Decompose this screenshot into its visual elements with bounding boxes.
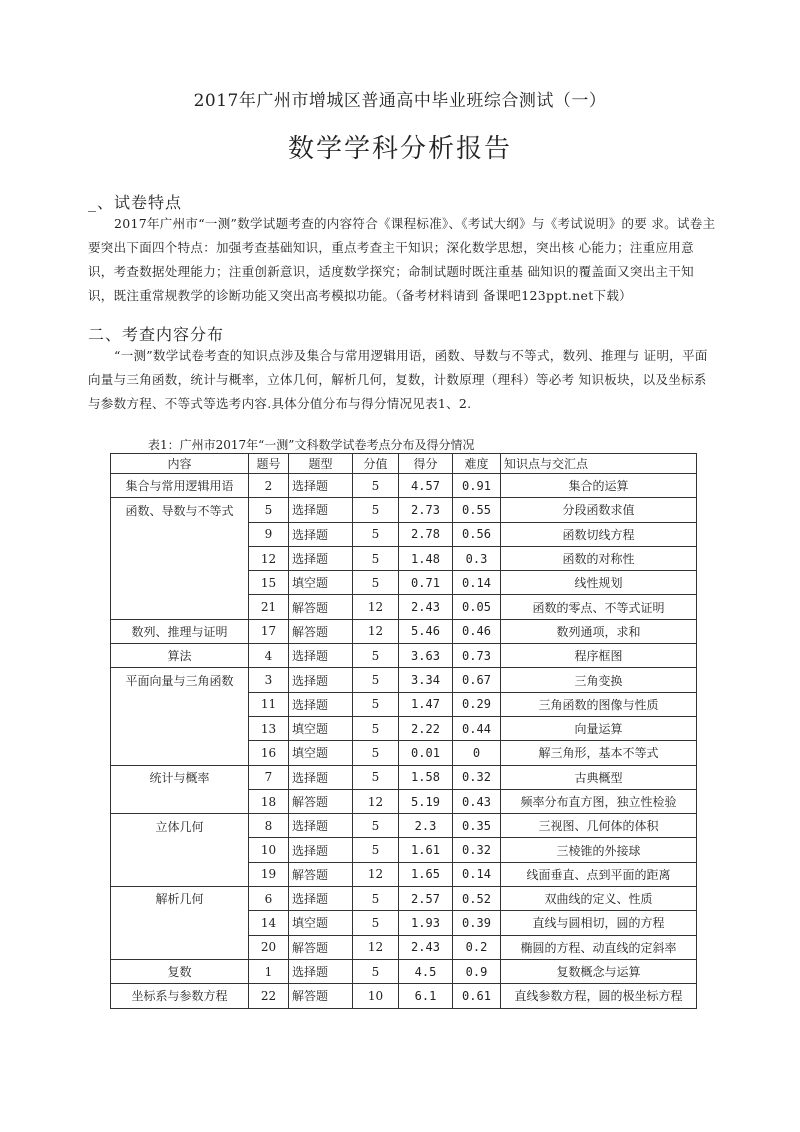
cell-content: 集合与常用逻辑用语 [111,474,249,498]
cell-points: 5 [353,498,399,522]
cell-knowledge: 直线参数方程，圆的极坐标方程 [501,984,697,1008]
header-knowledge: 知识点与交汇点 [501,454,697,474]
cell-score: 2.43 [399,595,453,619]
section-heading-features: _、试卷特点 [88,193,183,212]
cell-content [111,571,249,595]
cell-knowledge: 解三角形，基本不等式 [501,741,697,765]
cell-score: 2.73 [399,498,453,522]
cell-content: 复数 [111,959,249,983]
cell-number: 2 [249,474,289,498]
cell-difficulty: 0.39 [453,911,501,935]
cell-difficulty: 0.05 [453,595,501,619]
cell-number: 1 [249,959,289,983]
cell-type: 填空题 [289,571,353,595]
cell-difficulty: 0.61 [453,984,501,1008]
cell-content [111,935,249,959]
cell-content: 算法 [111,644,249,668]
cell-content [111,838,249,862]
cell-number: 11 [249,692,289,716]
cell-knowledge: 分段函数求值 [501,498,697,522]
table-row [111,959,697,983]
cell-knowledge: 三角变换 [501,668,697,692]
cell-content [111,741,249,765]
cell-content [111,789,249,813]
cell-knowledge: 频率分布直方图，独立性检验 [501,789,697,813]
cell-points: 5 [353,838,399,862]
cell-type: 解答题 [289,935,353,959]
cell-points: 5 [353,765,399,789]
cell-type: 选择题 [289,474,353,498]
header-content: 内容 [111,454,249,474]
paragraph-features: 2017年广州市“一测”数学试题考查的内容符合《课程标准》、《考试大纲》与《考试说明》的要 求。试卷主要突出下面四个特点：加强考查基础知识，重点考查主干知识；深化数学思想，突出核 心能力；注重应用意识，考查数据处理能力；注重创新意识，适度数学探究；命制试题时既注重基 础知识的覆盖面又突出主干知识，既注重常规教学的诊断功能又突出高考模拟功能。（备考材料请到 备课吧123ppt.net下载） [88,216,716,303]
cell-points: 5 [353,474,399,498]
cell-knowledge: 函数的零点、不等式证明 [501,595,697,619]
table-row [111,571,697,595]
cell-difficulty: 0.91 [453,474,501,498]
cell-points: 5 [353,522,399,546]
table-header-row [111,454,697,474]
cell-type: 选择题 [289,765,353,789]
cell-score: 2.57 [399,887,453,911]
cell-number: 18 [249,789,289,813]
cell-knowledge: 三视图、几何体的体积 [501,814,697,838]
cell-score: 1.61 [399,838,453,862]
cell-points: 5 [353,546,399,570]
cell-knowledge: 函数切线方程 [501,522,697,546]
cell-score: 3.34 [399,668,453,692]
cell-score: 2.78 [399,522,453,546]
cell-score: 1.65 [399,862,453,886]
table-row [111,546,697,570]
cell-score: 1.47 [399,692,453,716]
cell-points: 5 [353,644,399,668]
cell-difficulty: 0.32 [453,838,501,862]
cell-difficulty: 0.52 [453,887,501,911]
table-row [111,838,697,862]
cell-points: 5 [353,887,399,911]
cell-score: 4.57 [399,474,453,498]
header-number: 题号 [249,454,289,474]
cell-knowledge: 线性规划 [501,571,697,595]
cell-points: 5 [353,959,399,983]
cell-score: 2.3 [399,814,453,838]
cell-type: 填空题 [289,741,353,765]
score-distribution-table [110,453,697,1009]
cell-score: 5.19 [399,789,453,813]
cell-difficulty: 0 [453,741,501,765]
table-body [111,474,697,1009]
cell-difficulty: 0.67 [453,668,501,692]
cell-number: 17 [249,619,289,643]
cell-knowledge: 函数的对称性 [501,546,697,570]
cell-number: 3 [249,668,289,692]
cell-type: 选择题 [289,644,353,668]
cell-knowledge: 三角函数的图像与性质 [501,692,697,716]
cell-content [111,862,249,886]
cell-content: 立体几何 [111,814,249,838]
cell-type: 选择题 [289,522,353,546]
cell-score: 2.43 [399,935,453,959]
cell-knowledge: 椭圆的方程、动直线的定斜率 [501,935,697,959]
cell-number: 6 [249,887,289,911]
cell-number: 20 [249,935,289,959]
cell-difficulty: 0.9 [453,959,501,983]
table-row [111,984,697,1008]
cell-type: 解答题 [289,789,353,813]
cell-content [111,522,249,546]
cell-difficulty: 0.43 [453,789,501,813]
cell-number: 8 [249,814,289,838]
cell-score: 1.93 [399,911,453,935]
cell-knowledge: 复数概念与运算 [501,959,697,983]
cell-points: 12 [353,789,399,813]
cell-type: 选择题 [289,887,353,911]
cell-content [111,716,249,740]
table-row [111,619,697,643]
cell-difficulty: 0.55 [453,498,501,522]
cell-type: 解答题 [289,984,353,1008]
table-row [111,935,697,959]
cell-content [111,595,249,619]
table-caption: 表1：广州市2017年“一测”文科数学试卷考点分布及得分情况 [148,438,475,452]
cell-points: 12 [353,935,399,959]
cell-difficulty: 0.3 [453,546,501,570]
cell-score: 1.58 [399,765,453,789]
cell-type: 填空题 [289,911,353,935]
cell-type: 选择题 [289,546,353,570]
cell-score: 4.5 [399,959,453,983]
cell-number: 7 [249,765,289,789]
cell-difficulty: 0.32 [453,765,501,789]
cell-knowledge: 古典概型 [501,765,697,789]
report-subtitle: 2017年广州市增城区普通高中毕业班综合测试（一） [193,91,607,111]
cell-number: 14 [249,911,289,935]
cell-type: 填空题 [289,716,353,740]
table-row [111,522,697,546]
cell-score: 0.01 [399,741,453,765]
cell-type: 选择题 [289,668,353,692]
cell-number: 9 [249,522,289,546]
cell-score: 1.48 [399,546,453,570]
cell-difficulty: 0.35 [453,814,501,838]
cell-number: 5 [249,498,289,522]
table-row [111,595,697,619]
cell-knowledge: 向量运算 [501,716,697,740]
header-type: 题型 [289,454,353,474]
header-difficulty: 难度 [453,454,501,474]
cell-type: 选择题 [289,498,353,522]
cell-points: 5 [353,692,399,716]
cell-number: 19 [249,862,289,886]
cell-knowledge: 直线与圆相切，圆的方程 [501,911,697,935]
cell-type: 解答题 [289,595,353,619]
header-score: 得分 [399,454,453,474]
cell-score: 2.22 [399,716,453,740]
table-row [111,692,697,716]
cell-content: 解析几何 [111,887,249,911]
table-row [111,498,697,522]
cell-score: 3.63 [399,644,453,668]
cell-type: 解答题 [289,862,353,886]
cell-difficulty: 0.2 [453,935,501,959]
cell-score: 6.1 [399,984,453,1008]
cell-content: 数列、推理与证明 [111,619,249,643]
cell-score: 5.46 [399,619,453,643]
cell-content: 函数、导数与不等式 [111,498,249,522]
cell-points: 12 [353,595,399,619]
cell-number: 13 [249,716,289,740]
cell-points: 5 [353,741,399,765]
cell-number: 22 [249,984,289,1008]
cell-score: 0.71 [399,571,453,595]
table-row [111,765,697,789]
cell-points: 5 [353,668,399,692]
cell-points: 5 [353,814,399,838]
cell-type: 选择题 [289,692,353,716]
paragraph-distribution: “一测”数学试卷考查的知识点涉及集合与常用逻辑用语，函数、导数与不等式，数列、推理与 证明，平面向量与三角函数，统计与概率，立体几何，解析几何，复数，计数原理（理科）等必考 知识板块，以及坐标系与参数方程、不等式等选考内容.具体分值分布与得分情况见表1、2. [88,348,708,411]
cell-points: 5 [353,571,399,595]
header-points: 分值 [353,454,399,474]
table-row [111,887,697,911]
cell-type: 选择题 [289,959,353,983]
table-row [111,668,697,692]
cell-points: 5 [353,716,399,740]
cell-type: 选择题 [289,838,353,862]
cell-content: 统计与概率 [111,765,249,789]
cell-number: 21 [249,595,289,619]
cell-content [111,546,249,570]
cell-difficulty: 0.29 [453,692,501,716]
table-row [111,474,697,498]
cell-content: 平面向量与三角函数 [111,668,249,692]
table-row [111,741,697,765]
cell-difficulty: 0.73 [453,644,501,668]
cell-points: 5 [353,911,399,935]
cell-difficulty: 0.46 [453,619,501,643]
cell-knowledge: 数列通项，求和 [501,619,697,643]
cell-number: 12 [249,546,289,570]
table-row [111,789,697,813]
section-heading-distribution: 二、考查内容分布 [88,325,225,344]
table-row [111,716,697,740]
cell-number: 15 [249,571,289,595]
table-row [111,862,697,886]
cell-points: 12 [353,862,399,886]
table-row [111,814,697,838]
cell-number: 16 [249,741,289,765]
cell-type: 解答题 [289,619,353,643]
cell-number: 4 [249,644,289,668]
cell-knowledge: 双曲线的定义、性质 [501,887,697,911]
table-row [111,911,697,935]
cell-difficulty: 0.56 [453,522,501,546]
cell-type: 选择题 [289,814,353,838]
cell-number: 10 [249,838,289,862]
cell-difficulty: 0.14 [453,862,501,886]
table-row [111,644,697,668]
cell-content [111,692,249,716]
report-title: 数学学科分析报告 [287,134,512,164]
cell-difficulty: 0.44 [453,716,501,740]
cell-knowledge: 集合的运算 [501,474,697,498]
cell-knowledge: 三棱锥的外接球 [501,838,697,862]
cell-knowledge: 程序框图 [501,644,697,668]
cell-points: 10 [353,984,399,1008]
cell-knowledge: 线面垂直、点到平面的距离 [501,862,697,886]
cell-content [111,911,249,935]
cell-points: 12 [353,619,399,643]
cell-difficulty: 0.14 [453,571,501,595]
cell-content: 坐标系与参数方程 [111,984,249,1008]
